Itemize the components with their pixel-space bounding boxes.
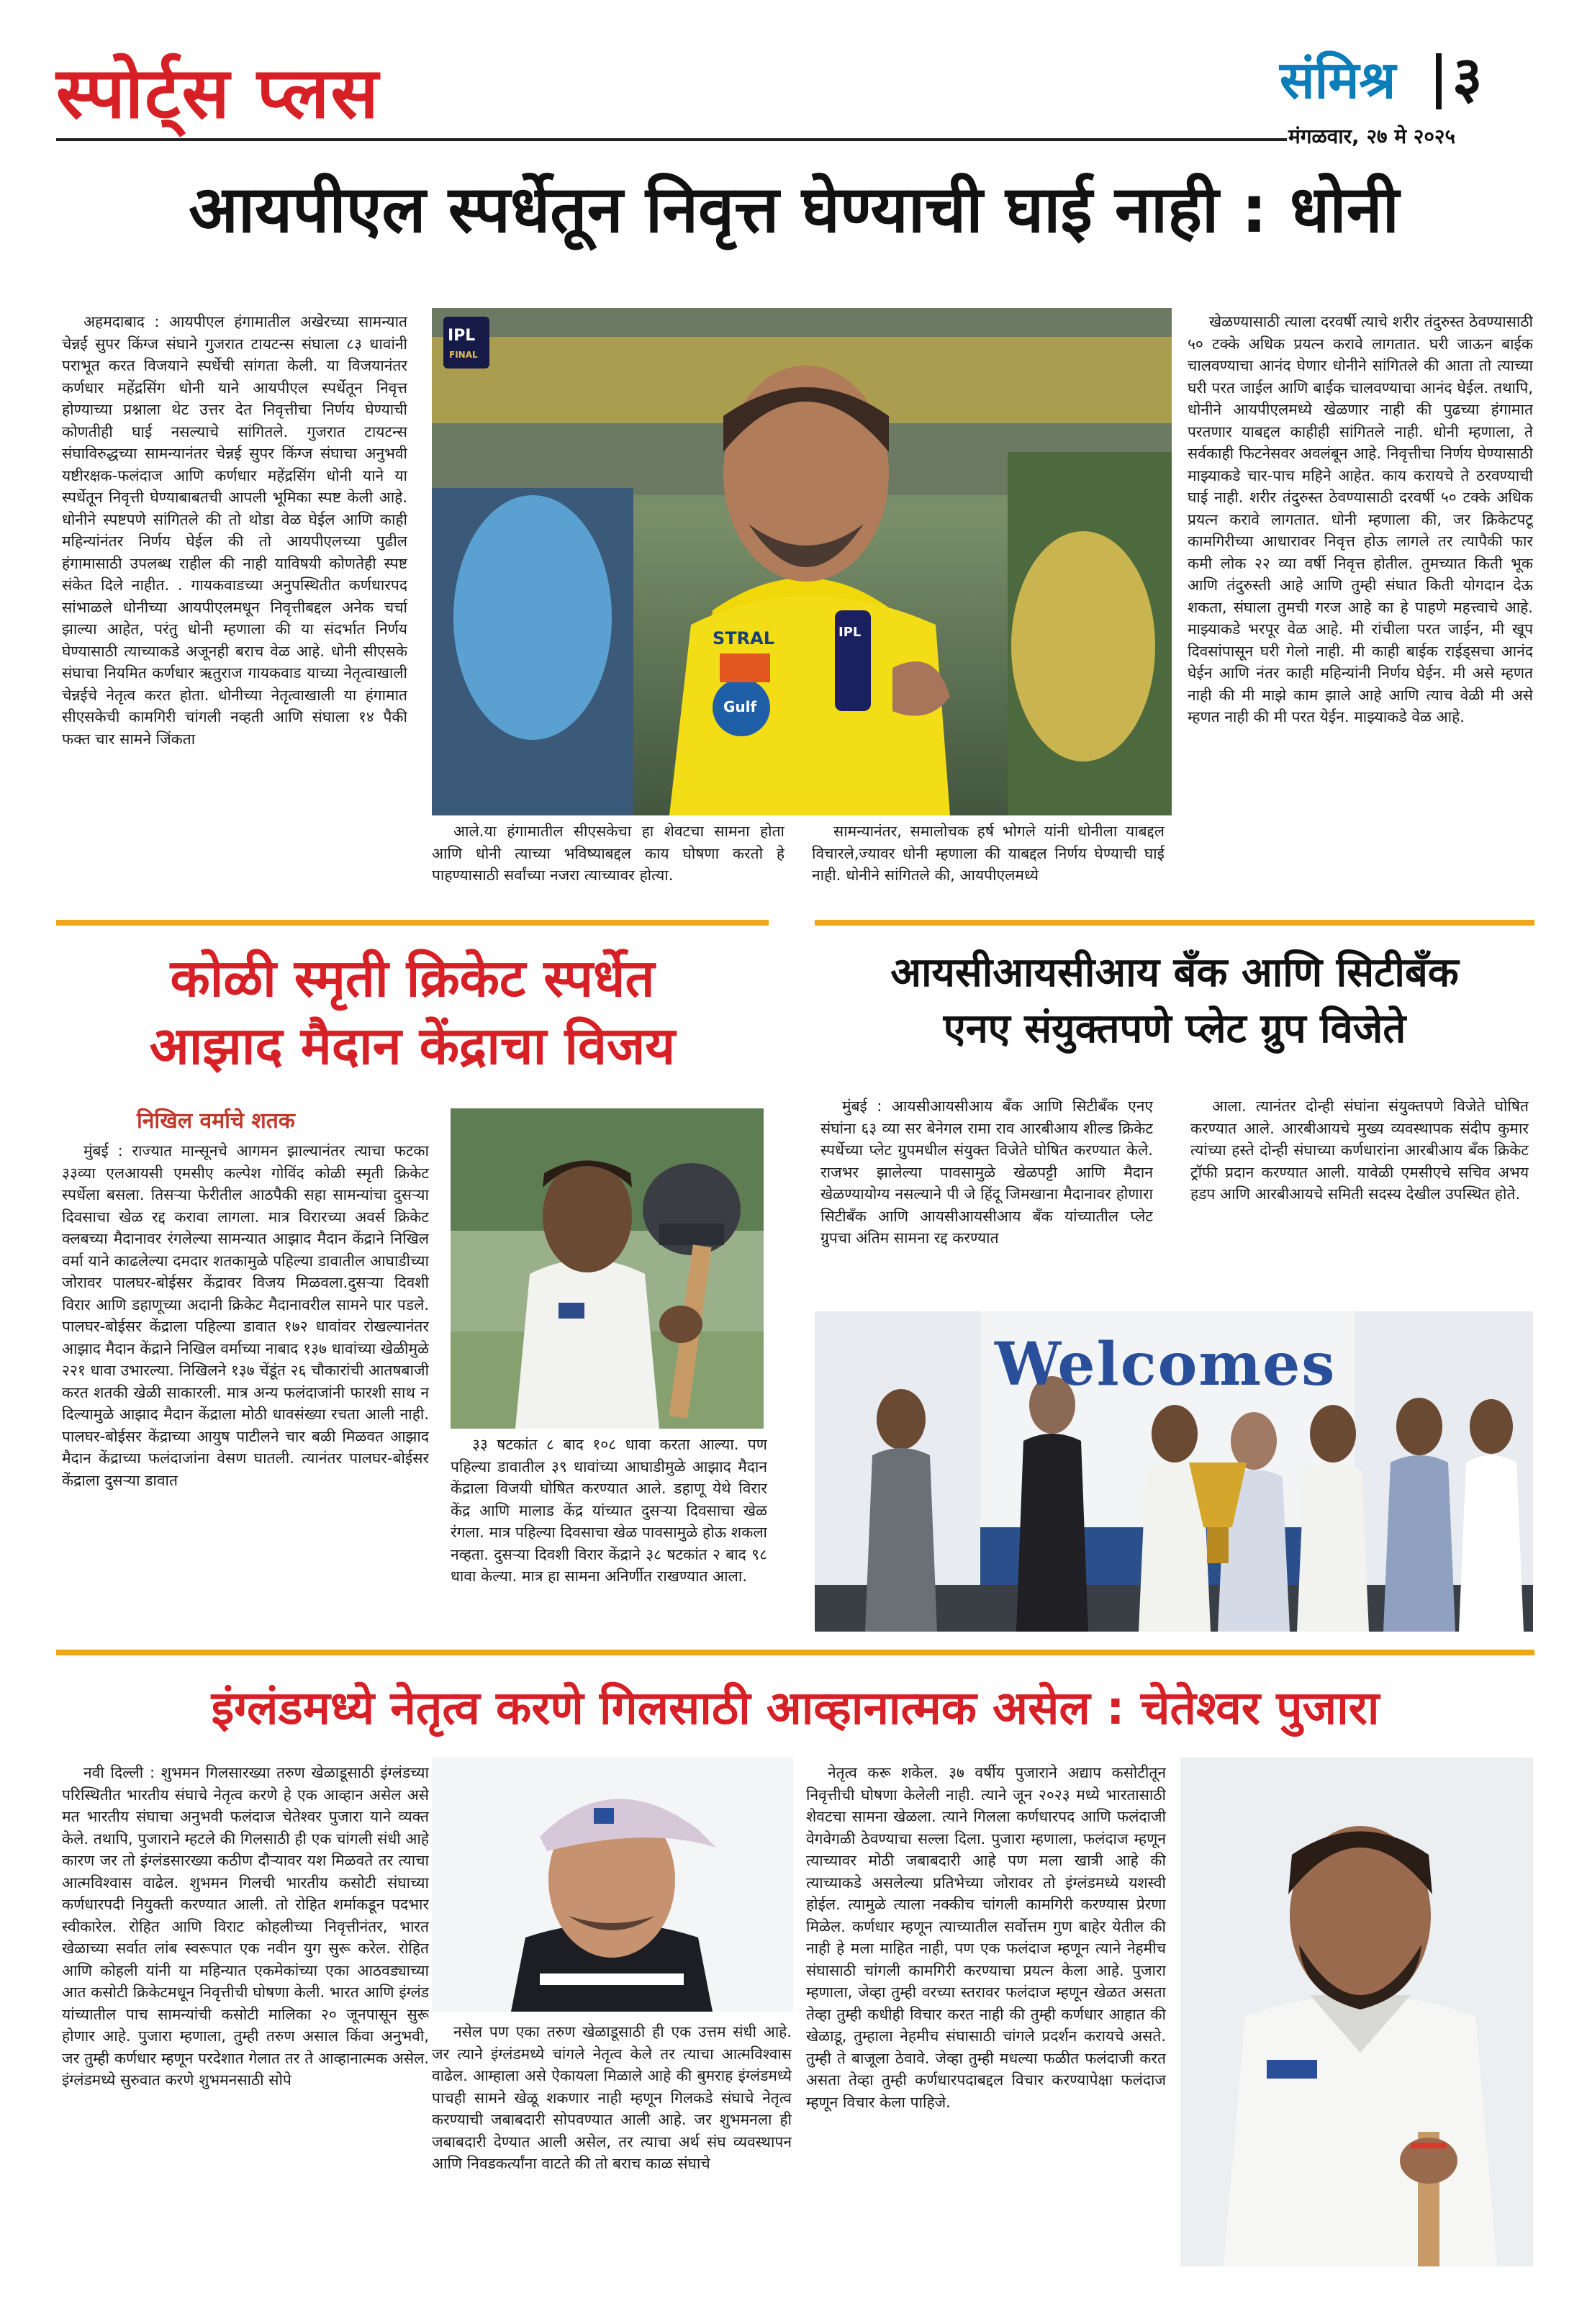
cheteshwar-pujara-photo: [1180, 1758, 1533, 2266]
story1-column-3: सामन्यानंतर, समालोचक हर्ष भोगले यांनी धोनीला याबद्दल विचारले,ज्यावर धोनी म्हणाला की याबद्दल निर्णय घेण्याची घाई नाही. धोनीने सांगितले की, आयपीएलमध्ये: [812, 823, 1165, 884]
dhoni-photo: [432, 308, 1172, 815]
section-rule-bottom: [56, 1650, 1534, 1655]
issue-date: मंगळवार, २७ मे २०२५: [1288, 125, 1456, 148]
banner-welcome-text: Welcomes: [995, 1330, 1337, 1399]
nikhil-verma-photo: [451, 1108, 764, 1429]
ipl-badge-sub: FINAL: [449, 350, 478, 360]
ipl-badge: IPL: [448, 327, 476, 345]
section-rule-right: [815, 920, 1534, 926]
story3-headline-line1: आयसीआयसीआय बँक आणि सिटीबँक: [890, 949, 1459, 996]
dhoni-photo-art: [432, 308, 1172, 815]
brand-logo: संमिश्र: [1280, 50, 1396, 110]
shubman-gill-photo-art: [432, 1758, 793, 2012]
section-title: स्पोर्ट्स प्लस: [56, 53, 380, 135]
page-number: ३: [1452, 44, 1483, 111]
story2-subhead: निखिल वर्माचे शतक: [137, 1108, 295, 1134]
masthead-rule: [56, 138, 1287, 141]
story3-column-2: आला. त्यानंतर दोन्ही संघांना संयुक्तपणे विजेते घोषित करण्यात आले. आरबीआयचे मुख्य व्यवस्थापक संदीप कुमार त्यांच्या हस्ते दोन्ही संघाच्या कर्णधारांना आरबीआय बँक क्रिकेट ट्रॉफी प्रदान करण्यात आली. यावेळी एमसीएचे सचिव अभय हडप आणि आरबीआयचे समिती सदस्य देखील उपस्थित होते.: [1190, 1098, 1529, 1203]
story2-column-1: मुंबई : राज्यात मान्सूनचे आगमन झाल्यानंतर त्याचा फटका ३३व्या एलआयसी एमसीए कल्पेश गोविंद कोळी स्मृती क्रिकेट स्पर्धेला बसला. तिसऱ्या फेरीतील आठपैकी सहा सामन्यांचा दुसऱ्या दिवसाचा खेळ रद्द करावा लागला. मात्र विरारच्या अवर्स क्रिकेट क्लबच्या मैदानावर रंगलेल्या सामन्यात आझाद मैदान केंद्राने निखिल वर्मा याने काढलेल्या दमदार शतकामुळे पहिल्या डावातील आघाडीच्या जोरावर पालघर-बोईसर केंद्रावर विजय मिळवला.दुसऱ्या दिवशी विरार आणि डहाणूच्या अदानी क्रिकेट मैदानावरील सामने पार पडले. पालघर-बोईसर केंद्राला पहिल्या डावात १७२ धावांवर रोखल्यानंतर आझाद मैदान केंद्राने निखिल वर्माच्या नाबाद १३७ धावांच्या खेळीमुळे २२१ धावा उभारल्या. निखिलने १३७ चेंडूंत २६ चौकारांची आतषबाजी करत शतकी खेळी साकारली. मात्र अन्य फलंदाजांनी फारशी साथ न दिल्यामुळे आझाद मैदान केंद्राला मोठी धावसंख्या रचता आली नाही. पालघर-बोईसर केंद्राच्या आयुष पाटीलने चार बळी मिळवत आझाद मैदान केंद्राच्या फलंदाजांना वेसण घातली. त्यानंतर पालघर-बोईसर केंद्राला दुसऱ्या डावात: [62, 1142, 429, 1489]
jersey-logo: Gulf: [723, 698, 757, 715]
story3-column-1: मुंबई : आयसीआयसीआय बँक आणि सिटीबँक एनए संघांना ६३ व्या सर बेनेगल रामा राव आरबीआय शील्ड क्रिकेट स्पर्धेच्या प्लेट ग्रुपमधील संयुक्त विजेते घोषित करण्यात केले. राजभर झालेल्या पावसामुळे खेळपट्टी आणि मैदान खेळण्यायोग्य नसल्याने पी जे हिंदू जिमखाना मैदानावर होणारा सिटीबँक आणि आयसीआयसीआय बँक यांच्यातील प्लेट ग्रुपचा अंतिम सामना रद्द करण्यात: [820, 1098, 1153, 1247]
brand-divider: [1436, 53, 1442, 109]
trophy-presentation-photo: [815, 1311, 1533, 1632]
story2-headline-line2: आझाद मैदान केंद्राचा विजय: [149, 1016, 676, 1076]
story4-column-1: नवी दिल्ली : शुभमन गिलसारख्या तरुण खेळाडूसाठी इंग्लंडच्या परिस्थितीत भारतीय संघाचे नेतृत्व करणे हे एक आव्हान असेल असे मत भारतीय संघाचा अनुभवी फलंदाज चेतेश्वर पुजारा याने व्यक्त केले. तथापि, पुजाराने म्हटले की गिलसाठी ही एक चांगली संधी आहे कारण जर तो इंग्लंडसारख्या कठीण दौऱ्यावर यश मिळवते तर त्याचा आत्मविश्वास वाढेल. शुभमन गिलची भारतीय कसोटी संघाच्या कर्णधारपदी नियुक्ती करण्यात आली. तो रोहित शर्माकडून पदभार स्वीकारेल. रोहित आणि विराट कोहलीच्या निवृत्तीनंतर, भारत खेळाच्या सर्वात लांब स्वरूपात एक नवीन युग सुरू करेल. रोहित आणि कोहली यांनी या महिन्यात एकमेकांच्या एका आठवड्याच्या आत कसोटी क्रिकेटमधून निवृत्तीची घोषणा केली. भारत आणि इंग्लंड यांच्यातील पाच सामन्यांची कसोटी मालिका २० जूनपासून सुरू होणार आहे. पुजारा म्हणाला, तुम्ही तरुण असाल किंवा अनुभवी, जर तुम्ही कर्णधार म्हणून परदेशात गेलात तर ते आव्हानात्मक असेल. इंग्लंडमध्ये सुरुवात करणे शुभमनसाठी सोपे: [62, 1764, 429, 2089]
story1-column-2: आले.या हंगामातील सीएसकेचा हा शेवटचा सामना होता आणि धोनी त्याच्या भविष्याबद्दल काय घोषणा करतो हे पाहण्यासाठी सर्वांच्या नजरा त्याच्यावर होत्या.: [432, 823, 785, 884]
story1-column-4: खेळण्यासाठी त्याला दरवर्षी त्याचे शरीर तंदुरुस्त ठेवण्यासाठी ५० टक्के अधिक प्रयत्न करावे लागतात. घरी जाऊन बाईक चालवण्याचा आनंद घेणार धोनीने सांगितले की आता तो त्याच्या घरी परत जाईल आणि बाईक चालवण्याचा आनंद घेईल. तथापि, धोनीने आयपीएलमध्ये खेळणार नाही की पुढच्या हंगामात परतणार याबद्दल काहीही सांगितले नाही. धोनी म्हणाला, ते सर्वकाही फिटनेसवर अवलंबून आहे. निवृत्तीचा निर्णय घेण्यासाठी माझ्याकडे चार-पाच महिने आहेत. काय करायचे ते ठरवण्याची घाई नाही. शरीर तंदुरुस्त ठेवण्यासाठी दरवर्षी ५० टक्के अधिक प्रयत्न करावे लागतात. धोनी म्हणाला की, जर क्रिकेटपटू कामगिरीच्या आधारावर निवृत्त होऊ लागले तर त्यापैकी फार कमी लोक २२ व्या वर्षी निवृत्त होतील. तुमच्यात किती भूक आणि तंदुरुस्ती आहे आणि तुम्ही संघात किती योगदान देऊ शकता, संघाला तुमची गरज आहे का हे पाहणे महत्त्वाचे आहे. माझ्याकडे भरपूर वेळ आहे. मी रांचीला परत जाईन, मी खूप दिवसांपासून घरी गेलो नाही. मी काही बाईक राईड्सचा आनंद घेईन आणि नंतर काही महिन्यांनी निर्णय घेईन. मी असे म्हणत नाही की मी माझे काम झाले आहे आणि त्याच वेळी मी असे म्हणत नाही की मी परत येईन. माझ्याकडे वेळ आहे.: [1188, 313, 1533, 725]
nikhil-verma-photo-art: [451, 1108, 764, 1429]
story3-headline-line2: एनए संयुक्तपणे प्लेट ग्रुप विजेते: [943, 1005, 1406, 1052]
story2-headline-line1: कोळी स्मृती क्रिकेट स्पर्धेत: [170, 948, 655, 1008]
story4-column-2: नसेल पण एका तरुण खेळाडूसाठी ही एक उत्तम संधी आहे. जर त्याने इंग्लंडमध्ये चांगले नेतृत्व केले तर त्याचा आत्मविश्वास वाढेल. आम्हाला असे ऐकायला मिळाले आहे की बुमराह इंग्लंडमध्ये पाचही सामने खेळू शकणार नाही म्हणून गिलकडे संघाचे नेतृत्व करण्याची जबाबदारी सोपवण्यात आली आहे. जर शुभमनला ही जबाबदारी देण्यात आली असेल, तर त्याचा अर्थ संघ व्यवस्थापन आणि निवडकर्त्यांना वाटते की तो बराच काळ संघाचे: [432, 2023, 792, 2172]
story1-headline: आयपीएल स्पर्धेतून निवृत्त घेण्याची घाई नाही : धोनी: [189, 172, 1399, 248]
mic-label: IPL: [838, 625, 862, 640]
cheteshwar-pujara-photo-art: [1180, 1758, 1533, 2266]
story1-column-1: अहमदाबाद : आयपीएल हंगामातील अखेरच्या सामन्यात चेन्नई सुपर किंग्ज संघाने गुजरात टायटन्स संघाला ८३ धावांनी पराभूत करत विजयाने स्पर्धेची सांगता केली. या विजयानंतर कर्णधार महेंद्रसिंग धोनी याने आयपीएल स्पर्धेतून निवृत्त होण्याच्या प्रश्नाला थेट उत्तर देत निवृत्तीचा निर्णय घेण्याची कोणतीही घाई नसल्याचे सांगितले. गुजरात टायटन्स संघाविरुद्धच्या सामन्यानंतर चेन्नई सुपर किंग्ज संघाचा अनुभवी यष्टीरक्षक-फलंदाज आणि कर्णधार महेंद्रसिंग धोनी याने या स्पर्धेतून निवृत्ती घेण्याबाबतची आपली भूमिका स्पष्ट केली आहे. धोनीने स्पष्टपणे सांगितले की तो थोडा वेळ घेईल आणि काही महिन्यांनंतर निर्णय घेईल की तो आयपीएलच्या पुढील हंगामासाठी उपलब्ध राहील की नाही याविषयी कोणतेही स्पष्ट संकेत दिले नाहीत. . गायकवाडच्या अनुपस्थितीत कर्णधारपद सांभाळले धोनीच्या आयपीएलमधून निवृत्तीबद्दल अनेक चर्चा झाल्या आहेत, परंतु धोनी म्हणाला की या संदर्भात निर्णय घेण्यासाठी त्याच्याकडे अजूनही बराच वेळ आहे. धोनी सीएसके संघाचा नियमित कर्णधार ऋतुराज गायकवाड याच्या नेतृत्वाखाली चेन्नईचे नेतृत्व करत होता. धोनीच्या नेतृत्वाखाली या हंगामात सीएसकेची कामगिरी चांगली नव्हती आणि संघाला १४ पैकी फक्त चार सामने जिंकता: [62, 313, 407, 748]
section-rule-left: [56, 920, 769, 926]
story4-column-3: नेतृत्व करू शकेल. ३७ वर्षीय पुजाराने अद्याप कसोटीतून निवृत्तीची घोषणा केलेली नाही. त्याने जून २०२३ मध्ये भारतासाठी शेवटचा सामना खेळला. त्याने गिलला कर्णधारपद आणि फलंदाजी वेगवेगळी ठेवण्याचा सल्ला दिला. पुजारा म्हणाला, फलंदाज म्हणून त्याच्यावर मोठी जबाबदारी आहे पण मला खात्री आहे की त्याच्याकडे असलेल्या प्रतिभेच्या जोरावर तो इंग्लंडमध्ये यशस्वी होईल. त्यामुळे त्याला नक्कीच चांगली कामगिरी करण्यास प्रेरणा मिळेल. कर्णधार म्हणून त्याच्यातील सर्वोत्तम गुण बाहेर येतील की नाही हे मला माहित नाही, पण एक फलंदाज म्हणून त्याने नेहमीच संघासाठी चांगली कामगिरी करण्याचा प्रयत्न केला आहे. पुजारा म्हणाला, जेव्हा तुम्ही वरच्या स्तरावर फलंदाज म्हणून खेळत असता तेव्हा तुम्ही कधीही विचार करत नाही की तुम्ही कर्णधार आहात की खेळाडू, तुम्हाला नेहमीच संघासाठी चांगले प्रदर्शन करायचे असते. तुम्ही ते बाजूला ठेवावे. जेव्हा तुम्ही मधल्या फळीत फलंदाजी करत असता तेव्हा तुम्ही कर्णधारपदाबद्दल विचार करण्यापेक्षा फलंदाज म्हणून विचार केला पाहिजे.: [806, 1764, 1166, 2111]
story2-column-2: ३३ षटकांत ८ बाद १०८ धावा करता आल्या. पण पहिल्या डावातील ३९ धावांच्या आघाडीमुळे आझाद मैदान केंद्राला विजयी घोषित करण्यात आले. डहाणू येथे विरार केंद्र आणि मालाड केंद्र यांच्यात दुसऱ्या दिवसाचा खेळ रंगला. मात्र पहिल्या दिवसाचा खेळ पावसामुळे होऊ शकला नव्हता. दुसऱ्या दिवशी विरार केंद्राने ३८ षटकांत २ बाद ९८ धावा केल्या. मात्र हा सामना अनिर्णीत राखण्यात आला.: [451, 1436, 767, 1585]
story4-headline: इंग्लंडमध्ये नेतृत्व करणे गिलसाठी आव्हानात्मक असेल : चेतेश्वर पुजारा: [211, 1682, 1380, 1735]
shubman-gill-photo: [432, 1758, 793, 2012]
jersey-sponsor-text: STRAL: [713, 628, 775, 648]
